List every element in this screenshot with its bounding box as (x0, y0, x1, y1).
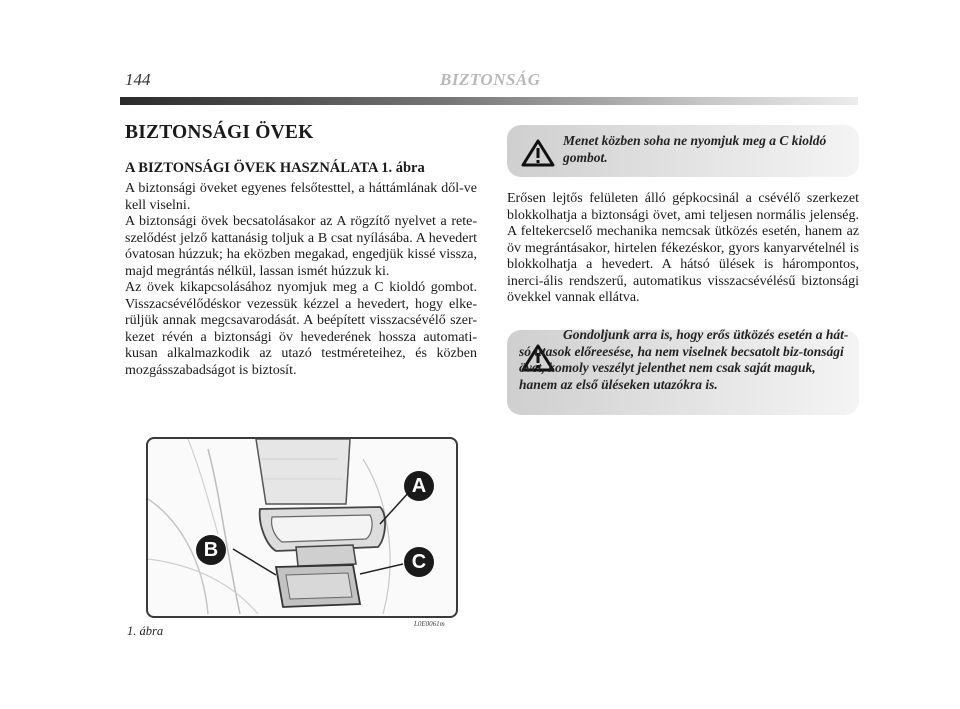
warning-box-1 (507, 125, 859, 177)
warning-box-2 (507, 327, 859, 415)
subsection-title: A BIZTONSÁGI ÖVEK HASZNÁLATA 1. ábra (125, 160, 425, 176)
right-paragraph: Erősen lejtős felületen álló gépkocsinál a csévélő szerkezet blokkolhatja a biztonsági övet, ami teljesen normális jelenség. A feltekercselő mechanika nemcsak ütközés esetén, hanem az öv megrántásakor, hirtelen fékezéskor, gyors kanyarvételnél is blokkolhatja a hevedert. A hátsó ülések is hárompontos, inerci-ális rendszerű, automatikus visszacsévélésű biztonsági övekkel vannak ellátva. (507, 191, 859, 305)
body-paragraph-3: Az övek kikapcsolásához nyomjuk meg a C kioldó gombot. Visszacsévélődéskor vezessük kézzel a hevedert, hogy elke-rüljük annak megcsavarodását. A beépített visszacsévélő szer-kezet révén a biztonsági öv hevederének hossza automati-kusan alkalmazkodik az utazó testméreteihez, és közben mozgásszabadságot is biztosít. (125, 280, 477, 378)
page-number: 144 (125, 70, 151, 89)
figure-caption: 1. ábra (127, 624, 164, 638)
warning-text-1: Menet közben soha ne nyomjuk meg a C kioldó gombot. (563, 133, 827, 165)
body-paragraph-2: A biztonsági övek becsatolásakor az A rögzítő nyelvet a rete-szelődést jelző kattanásig toljuk a B csat nyílásába. A hevedert óvatosan húzzuk; ha eközben megakad, engedjük kissé vissza, majd megrántás nélkül, lassan ismét húzzuk ki. (125, 214, 477, 279)
warning-triangle-icon (521, 139, 555, 167)
seatbelt-buckle-illustration (148, 439, 456, 616)
figure-code: L0E0061m (414, 620, 445, 628)
callout-label-c: C (404, 547, 434, 577)
figure-seatbelt-buckle (146, 437, 458, 618)
warning-text-2: Gondoljunk arra is, hogy erős ütközés esetén a hát-só utasok előreesése, ha nem viselnek becsatolt biz-tonsági övet, komoly veszélyt jelenthet nem csak saját maguk, hanem az első üléseken utazókra is. (519, 327, 849, 392)
left-column (125, 122, 477, 379)
callout-label-b: B (196, 535, 226, 565)
running-head: BIZTONSÁG (440, 70, 541, 89)
callout-label-a: A (404, 471, 434, 501)
header-rule (120, 97, 858, 105)
body-paragraph-1: A biztonsági öveket egyenes felsőtesttel, a háttámlának dől-ve kell viselni. (125, 181, 477, 213)
right-column (507, 125, 859, 307)
section-title: BIZTONSÁGI ÖVEK (125, 122, 314, 143)
